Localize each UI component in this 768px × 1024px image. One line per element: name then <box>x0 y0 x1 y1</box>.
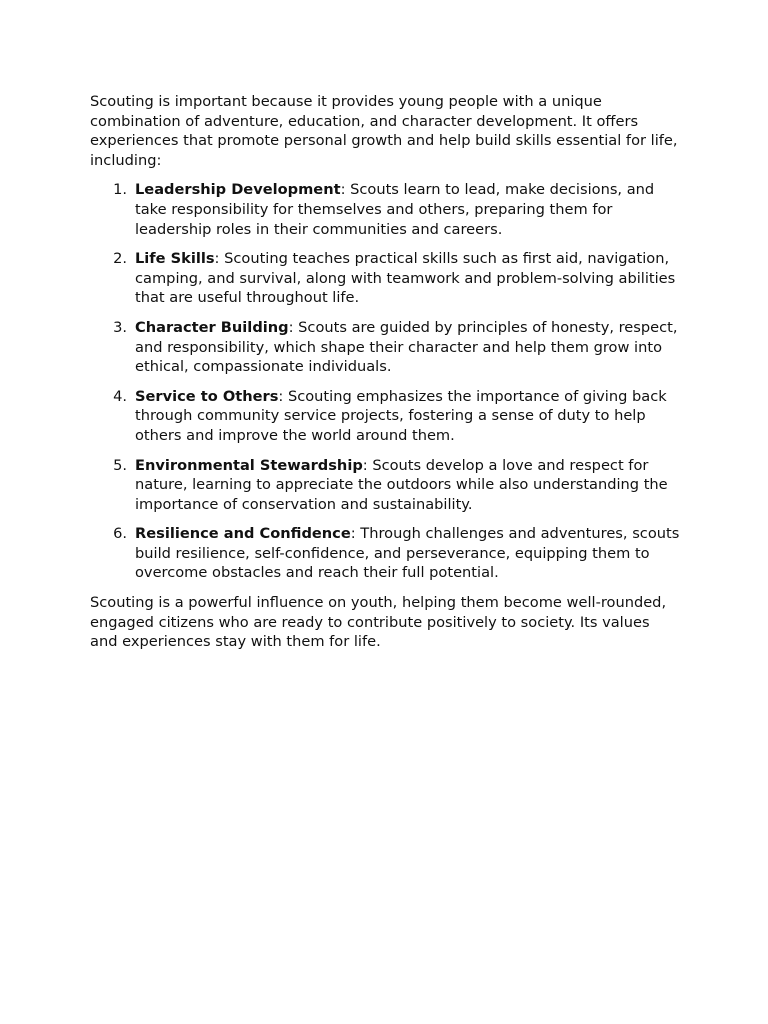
list-item-number: 3. <box>113 318 127 336</box>
conclusion-paragraph: Scouting is a powerful influence on youth, helping them become well-rounded, engaged citizens who are ready to contribute positively to society. Its values and experiences stay with them for life. <box>90 594 667 651</box>
list-item <box>90 249 680 308</box>
list-item-number: 6. <box>113 525 127 543</box>
list-item <box>90 524 680 583</box>
list-item-text <box>135 318 680 377</box>
list-item-description: : Scouts are guided by principles of honesty, respect, and responsibility, which shape their character and help them grow into ethical, compassionate individuals. <box>135 318 678 376</box>
list-item <box>90 318 680 377</box>
list-item-description: : Scouts develop a love and respect for nature, learning to appreciate the outdoors while also understanding the importance of conservation and sustainability. <box>135 456 668 513</box>
list-item-number: 5. <box>113 456 127 474</box>
list-item-term: Service to Others <box>135 387 279 405</box>
list-item-number: 4. <box>113 387 127 405</box>
list-item-term: Resilience and Confidence <box>135 525 351 543</box>
list-item-description: : Scouts learn to lead, make decisions, and take responsibility for themselves and others, preparing them for leadership roles in their communities and careers. <box>135 181 655 238</box>
list-item <box>90 387 680 446</box>
list-item-text <box>135 524 680 583</box>
list-item-text <box>135 249 680 308</box>
list-item-description: : Through challenges and adventures, scouts build resilience, self-confidence, and perseverance, equipping them to overcome obstacles and reach their full potential. <box>135 525 680 582</box>
list-item-term: Life Skills <box>135 250 215 268</box>
list-item-number: 2. <box>113 250 127 268</box>
numbered-list <box>90 180 680 583</box>
list-item-term: Leadership Development <box>135 181 341 199</box>
list-item-description: : Scouting teaches practical skills such as first aid, navigation, camping, and survival, along with teamwork and problem-solving abilities that are useful throughout life. <box>135 250 676 307</box>
list-item-text <box>135 180 680 239</box>
list-item-description: : Scouting emphasizes the importance of giving back through community service projects, fostering a sense of duty to help others and improve the world around them. <box>135 387 667 444</box>
list-item-term: Environmental Stewardship <box>135 456 363 474</box>
list-item-text <box>135 456 680 515</box>
document-body <box>90 92 680 652</box>
intro-paragraph: Scouting is important because it provides young people with a unique combination of adventure, education, and character development. It offers experiences that promote personal growth and help build skills essential for life, including: <box>90 93 678 169</box>
list-item <box>90 456 680 515</box>
list-item-term: Character Building <box>135 318 289 336</box>
list-item-number: 1. <box>113 181 127 199</box>
list-item-text <box>135 387 680 446</box>
list-item <box>90 180 680 239</box>
